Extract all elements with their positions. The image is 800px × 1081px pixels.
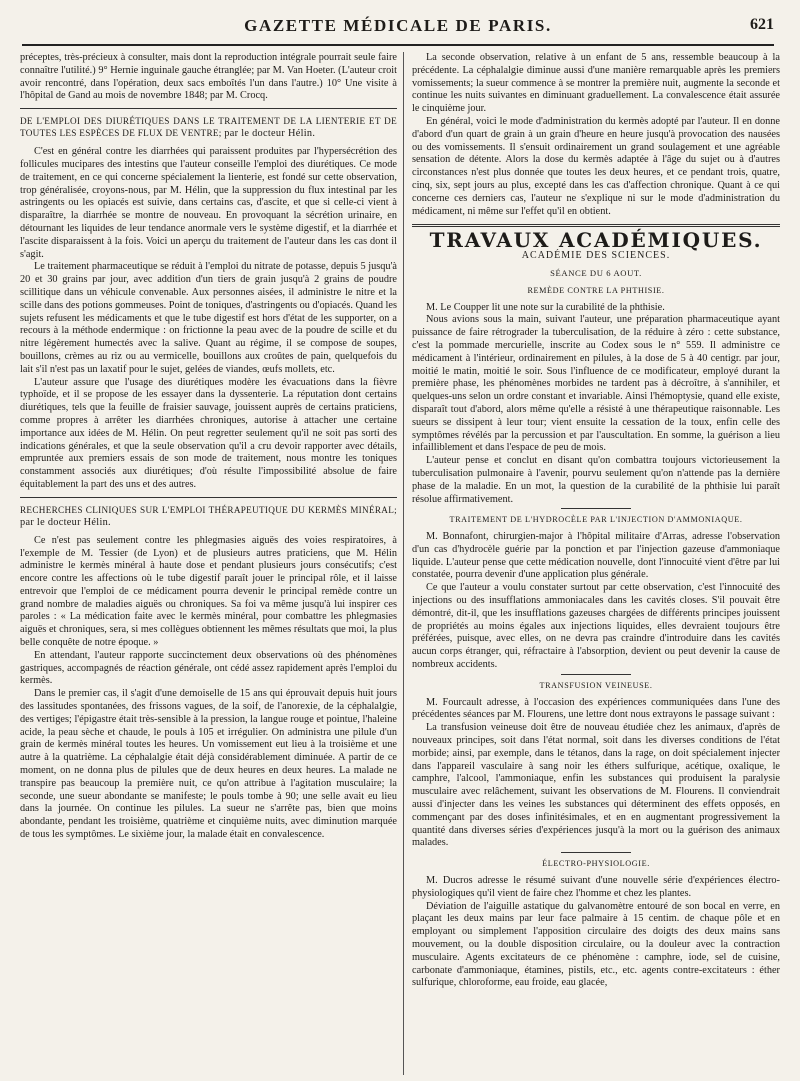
page-header [22, 12, 774, 46]
subsection-heading: ÉLECTRO-PHYSIOLOGIE. [542, 859, 650, 869]
paragraph: En général, voici le mode d'administration du kermès adopté par l'auteur. Il en donne d'abord d'un quart de grain à un grain d'heure en heure jusqu'à provocation des nausées ou des vomissements. Il s'ensuit ordinairement un grand soulagement et une agréable sensation de détente. Alors la dose du kermès adaptée à l'âge du sujet ou à d'autres circonstances n'est plus donnée que toutes les deux heures, et ce pendant trois, quatre, cinq, six, sept jours au plus, excepté dans les cas d'affection chronique. Quant à ce qui concerne ces derniers cas, l'auteur ne s'explique ni sur le mode d'administration du médicament, ni même sur l'effet qu'il en obtient. [412, 115, 780, 217]
paragraph: La transfusion veineuse doit être de nouveau étudiée chez les animaux, d'après de nouveaux principes, soit dans l'état normal, soit dans les diverses conditions de l'état morbide; ainsi, par exemple, dans le tétanos, dans la rage, on doit spécialement injecter dans l'appareil vasculaire à sang noir les éthers sulfurique, acétique, oxalique, le camphre, l'alcool, l'ammoniaque, enfin les substances qui produisent la paralysie musculaire avec relâchement, suivant les observations de M. Flourens. Il conviendrait aussi d'injecter dans les veines les substances qui déterminent des effets opposés, en commençant par des doses infinitésimales, et en en augmentant progressivement la quantité dans diverses séries d'expériences jusqu'à la mort ou la guérison des animaux malades. [412, 722, 780, 849]
academy-heading: ACADÉMIE DES SCIENCES. [521, 250, 671, 262]
section-divider [20, 108, 397, 109]
paragraph: C'est en général contre les diarrhées qui paraissent produites par l'hypersécrétion des follicules mucipares des intestins que l'auteur conseille l'emploi des diurétiques. Ce mode de traitement, en ce qui concerne spécialement la lienterie, est fondé sur cette observation, trop généralisée, croyons-nous, par M. Hélin, que la suppression du flux intestinal par les astringents ou les opiacés est suivie, dans certains cas, d'ascite, et que si celle-ci vient à disparaître, la diarrhée se montre de nouveau. En provoquant la sécrétion urinaire, en détournant les liquides de leur tendance anormale vers le système digestif, et la diarrhée et l'ascite disparaissent à la fois. Voici un aperçu du traitement de l'auteur dans les cas dont il s'agit. [20, 146, 397, 260]
section-heading [20, 504, 397, 529]
paragraph: M. Bonnafont, chirurgien-major à l'hôpital militaire d'Arras, adresse l'observation d'un cas d'hydrocèle guérie par la ponction et par l'injection gazeuse d'ammoniaque liquide. L'auteur pense que cette médication nouvelle, dont l'innocuité vient d'être par lui constatée, pourra devenir d'une application plus générale. [412, 531, 780, 581]
section-title: RECHERCHES CLINIQUES SUR L'EMPLOI THÉRAPEUTIQUE DU KERMÈS MINÉRAL; [20, 504, 397, 515]
paragraph: L'auteur pense et conclut en disant qu'on combattra toujours victorieusement la tuberculisation pulmonaire à l'avenir, pourvu seulement qu'on n'attende pas la dernière phase de la maladie. En un mot, la question de la curabilité de la phthisie lui paraît résolue affirmativement. [412, 455, 780, 505]
column-divider [403, 52, 404, 1075]
paragraph: Ce que l'auteur a voulu constater surtout par cette observation, c'est l'innocuité des injections ou des insufflations ammoniacales dans les cavités closes. S'il pouvait être démontré, dit-il, que les insufflations gazeuses chargées de différents principes jouissent de propriétés au moins égales aux injections liquides, elles devraient toujours être préférées, puisque, avec elles, on ne devra pas craindre d'introduire dans les cavités aucun corps étranger, qui, réfractaire à l'absorption, devient ou peut devenir la cause de nombreux accidents. [412, 582, 780, 671]
section-divider [20, 497, 397, 498]
subsection-heading: TRAITEMENT DE L'HYDROCÈLE PAR L'INJECTION D'AMMONIAQUE. [449, 515, 743, 525]
section-heading [20, 115, 397, 140]
right-column [412, 52, 780, 1073]
paragraph: Déviation de l'aiguille astatique du galvanomètre entouré de son bocal en verre, en plaçant les deux mains par leur face palmaire à 15 centim. de chaque pôle et en employant ou simplement l'apposition circulaire des doigts des deux mains sans mouvement, ou la double disposition circulaire, ou la douleur avec la contraction musculaire. Agents excitateurs de ce phénomène : camphre, iode, sel de cuisine, carbonate d'ammoniaque, étamines, pistils, etc., etc. agents contre-excitateurs : éther sulfurique, chloroforme, eau froide, eau glacée, [412, 900, 780, 989]
paragraph: Ce n'est pas seulement contre les phlegmasies aiguës des voies respiratoires, à l'exemple de M. Tessier (de Lyon) et de plusieurs autres praticiens, que M. Hélin administre le kermès minéral à haute dose et pendant plusieurs jours consécutifs; c'est encore contre les affections où le tube digestif paraît jouer le principal rôle, et il laisse entrevoir que l'emploi de ce médicament pourra devenir le principal remède contre un grand nombre de maladies aiguës ou chroniques. Sa foi va même jusqu'à lui inspirer ces paroles : « La médication faite avec le kermès minéral, pour combattre les phlegmasies aiguës et chroniques, sera, si mes collègues obtiennent les mêmes résultats que moi, la plus belle conquête de notre époque. » [20, 534, 397, 649]
section-title: DE L'EMPLOI DES DIURÉTIQUES DANS LE TRAITEMENT DE LA LIENTERIE ET DE TOUTES LES ESPÈCES DE FLUX DE VENTRE; [20, 116, 397, 139]
subsection-heading: REMÈDE CONTRE LA PHTHISIE. [527, 285, 665, 295]
divider [561, 852, 631, 853]
left-column [20, 52, 397, 1073]
paragraph: M. Ducros adresse le résumé suivant d'une nouvelle série d'expériences électro-physiologiques qu'il vient de faire chez l'homme et chez les plantes. [412, 875, 780, 899]
section-author: par le docteur Hélin. [20, 516, 111, 528]
paragraph: Dans le premier cas, il s'agit d'une demoiselle de 15 ans qui éprouvait depuis huit jours des lassitudes spontanées, des frissons vagues, de la soif, de l'anorexie, de la céphalalgie, des vertiges; l'épigastre était très-sensible à la pression, la langue rouge et pointue, l'haleine acide, la peau sèche et chaude, le pouls à 105 et irrégulier. On administra une pilule d'un grain de kermès minéral toutes les heures. Un vomissement eut lieu à la troisième et une autre à la quatrième. La céphalalgie était déjà considérablement diminuée. A partir de ce moment, on ne donna plus de pilules que de deux heures en deux heures. La malade ne transpire pas beaucoup la première nuit, ce qu'on attribue à l'agitation musculaire; la seconde, une sueur abondante se manifeste; le pouls tombe à 90; une selle avait eu lieu dans la journée. On continue les pilules. La sueur ne s'arrête pas, bien que moins abondante, pendant les troisième, quatrième et cinquième nuits, avec diminution marquée de tous les symptômes. Le sixième jour, la malade était en convalescence. [20, 688, 397, 841]
divider [561, 674, 631, 675]
journal-title: GAZETTE MÉDICALE DE PARIS. [244, 16, 552, 35]
paragraph: L'auteur assure que l'usage des diurétiques modère les évacuations dans la fièvre typhoïde, et il se propose de les essayer dans la dyssenterie. La réputation dont certains diurétiques, tels que la feuille de fraisier sauvage, jouissent auprès de certains praticiens, comme propres à arrêter les diarrhées chroniques, autorise à attacher une certaine importance aux idées de M. Hélin. On peut regretter seulement qu'il ne soit pas sorti des indications générales, et que la seule observation qu'il a cru devoir rapporter avec détails, empruntée aux premiers essais de son mode de traitement, nous montre les toniques constamment associés aux diurétiques; d'où résulte l'impossibilité absolue de faire équitablement la part des uns et des autres. [20, 376, 397, 490]
paragraph: Nous avions sous la main, suivant l'auteur, une préparation pharmaceutique ayant puissance de faire rétrograder la tuberculisation, de la réduire à zéro : cette substance, c'est la pommade mercurielle, inscrite au Codex sous le n° 559. Il administre ce médicament à l'intérieur, ordinairement en pilules, à la dose de 5 à 40 centigr. par jour, moitié le matin, moitié le soir. Sous l'influence de ce modificateur, employé durant la première phase, les phénomènes morbides ne tardent pas à décroître, à s'annihiler, et quelques-uns selon un ordre constant et invariable. Ainsi l'hémoptysie, quand elle existe, disparaît tout d'abord, alors même qu'elle a résisté à une thérapeutique raisonnable. Les sueurs se dissipent à leur tour; vient ensuite la cessation de la toux, enfin celle des symptômes révélés par la percussion et par l'auscultation. En somme, la guérison a lieu infailliblement et dans l'espace de peu de mois. [412, 314, 780, 454]
paragraph: En attendant, l'auteur rapporte succinctement deux observations où des phénomènes gastriques, accompagnés de réaction générale, ont cédé assez rapidement après l'emploi du kermès. [20, 649, 397, 687]
section-author: par le docteur Hélin. [224, 128, 316, 140]
paragraph: Le traitement pharmaceutique se réduit à l'emploi du nitrate de potasse, depuis 5 jusqu'à 20 et 30 grains par jour, avec addition d'un tiers de grain jusqu'à 2 grains de poudre scillitique dans un véhicule convenable. Aux personnes aisées, il administre le nitre et la scille dans des potions gommeuses. Point de toniques, d'astringents ou d'opiacés. Quand les sujets refusent les médicaments et que le tube digestif est hors d'état de les supporter, on a recours à la méthode endermique : on frictionne la peau avec de la poudre de scille et du nitre légèrement humectés avec la salive. Quant au régime, il se compose de soupes, bouillons, crèmes au riz ou au vermicelle, bouillons aux croûtes de pain, quelquefois du lait s'il n'est pas un laxatif pour le sujet, gelées de viandes, œufs mollets, etc. [20, 261, 397, 375]
paragraph: M. Le Coupper lit une note sur la curabilité de la phthisie. [426, 301, 665, 313]
paragraph: La seconde observation, relative à un enfant de 5 ans, ressemble beaucoup à la précédente. La céphalalgie diminue aussi d'une manière remarquable après les premiers vomissements; la sueur commence à se montrer la première nuit, augmente la seconde et continue les nuits suivantes en diminuant graduellement. La convalescence était assurée le cinquième jour. [412, 52, 780, 115]
page-number: 621 [750, 16, 774, 33]
divider [561, 508, 631, 509]
rubric-title: TRAVAUX ACADÉMIQUES. [429, 228, 763, 253]
subsection-heading: TRANSFUSION VEINEUSE. [539, 680, 653, 690]
paragraph: M. Fourcault adresse, à l'occasion des expériences communiquées dans l'une des précédentes séances par M. Flourens, une lettre dont nous extrayons le passage suivant : [412, 696, 780, 721]
session-date: SÉANCE DU 6 AOUT. [550, 267, 642, 278]
paragraph: préceptes, très-précieux à consulter, mais dont la reproduction intégrale pourrait seule faire connaître l'utilité.) 9° Hernie inguinale gauche étranglée; par M. Van Hoeter. (L'auteur croit avoir rencontré, dans l'opération, deux sacs emboîtés l'un dans l'autre.) 10° Une visite à l'hôpital de Gand au mois de novembre 1848; par M. Crocq. [20, 52, 397, 102]
